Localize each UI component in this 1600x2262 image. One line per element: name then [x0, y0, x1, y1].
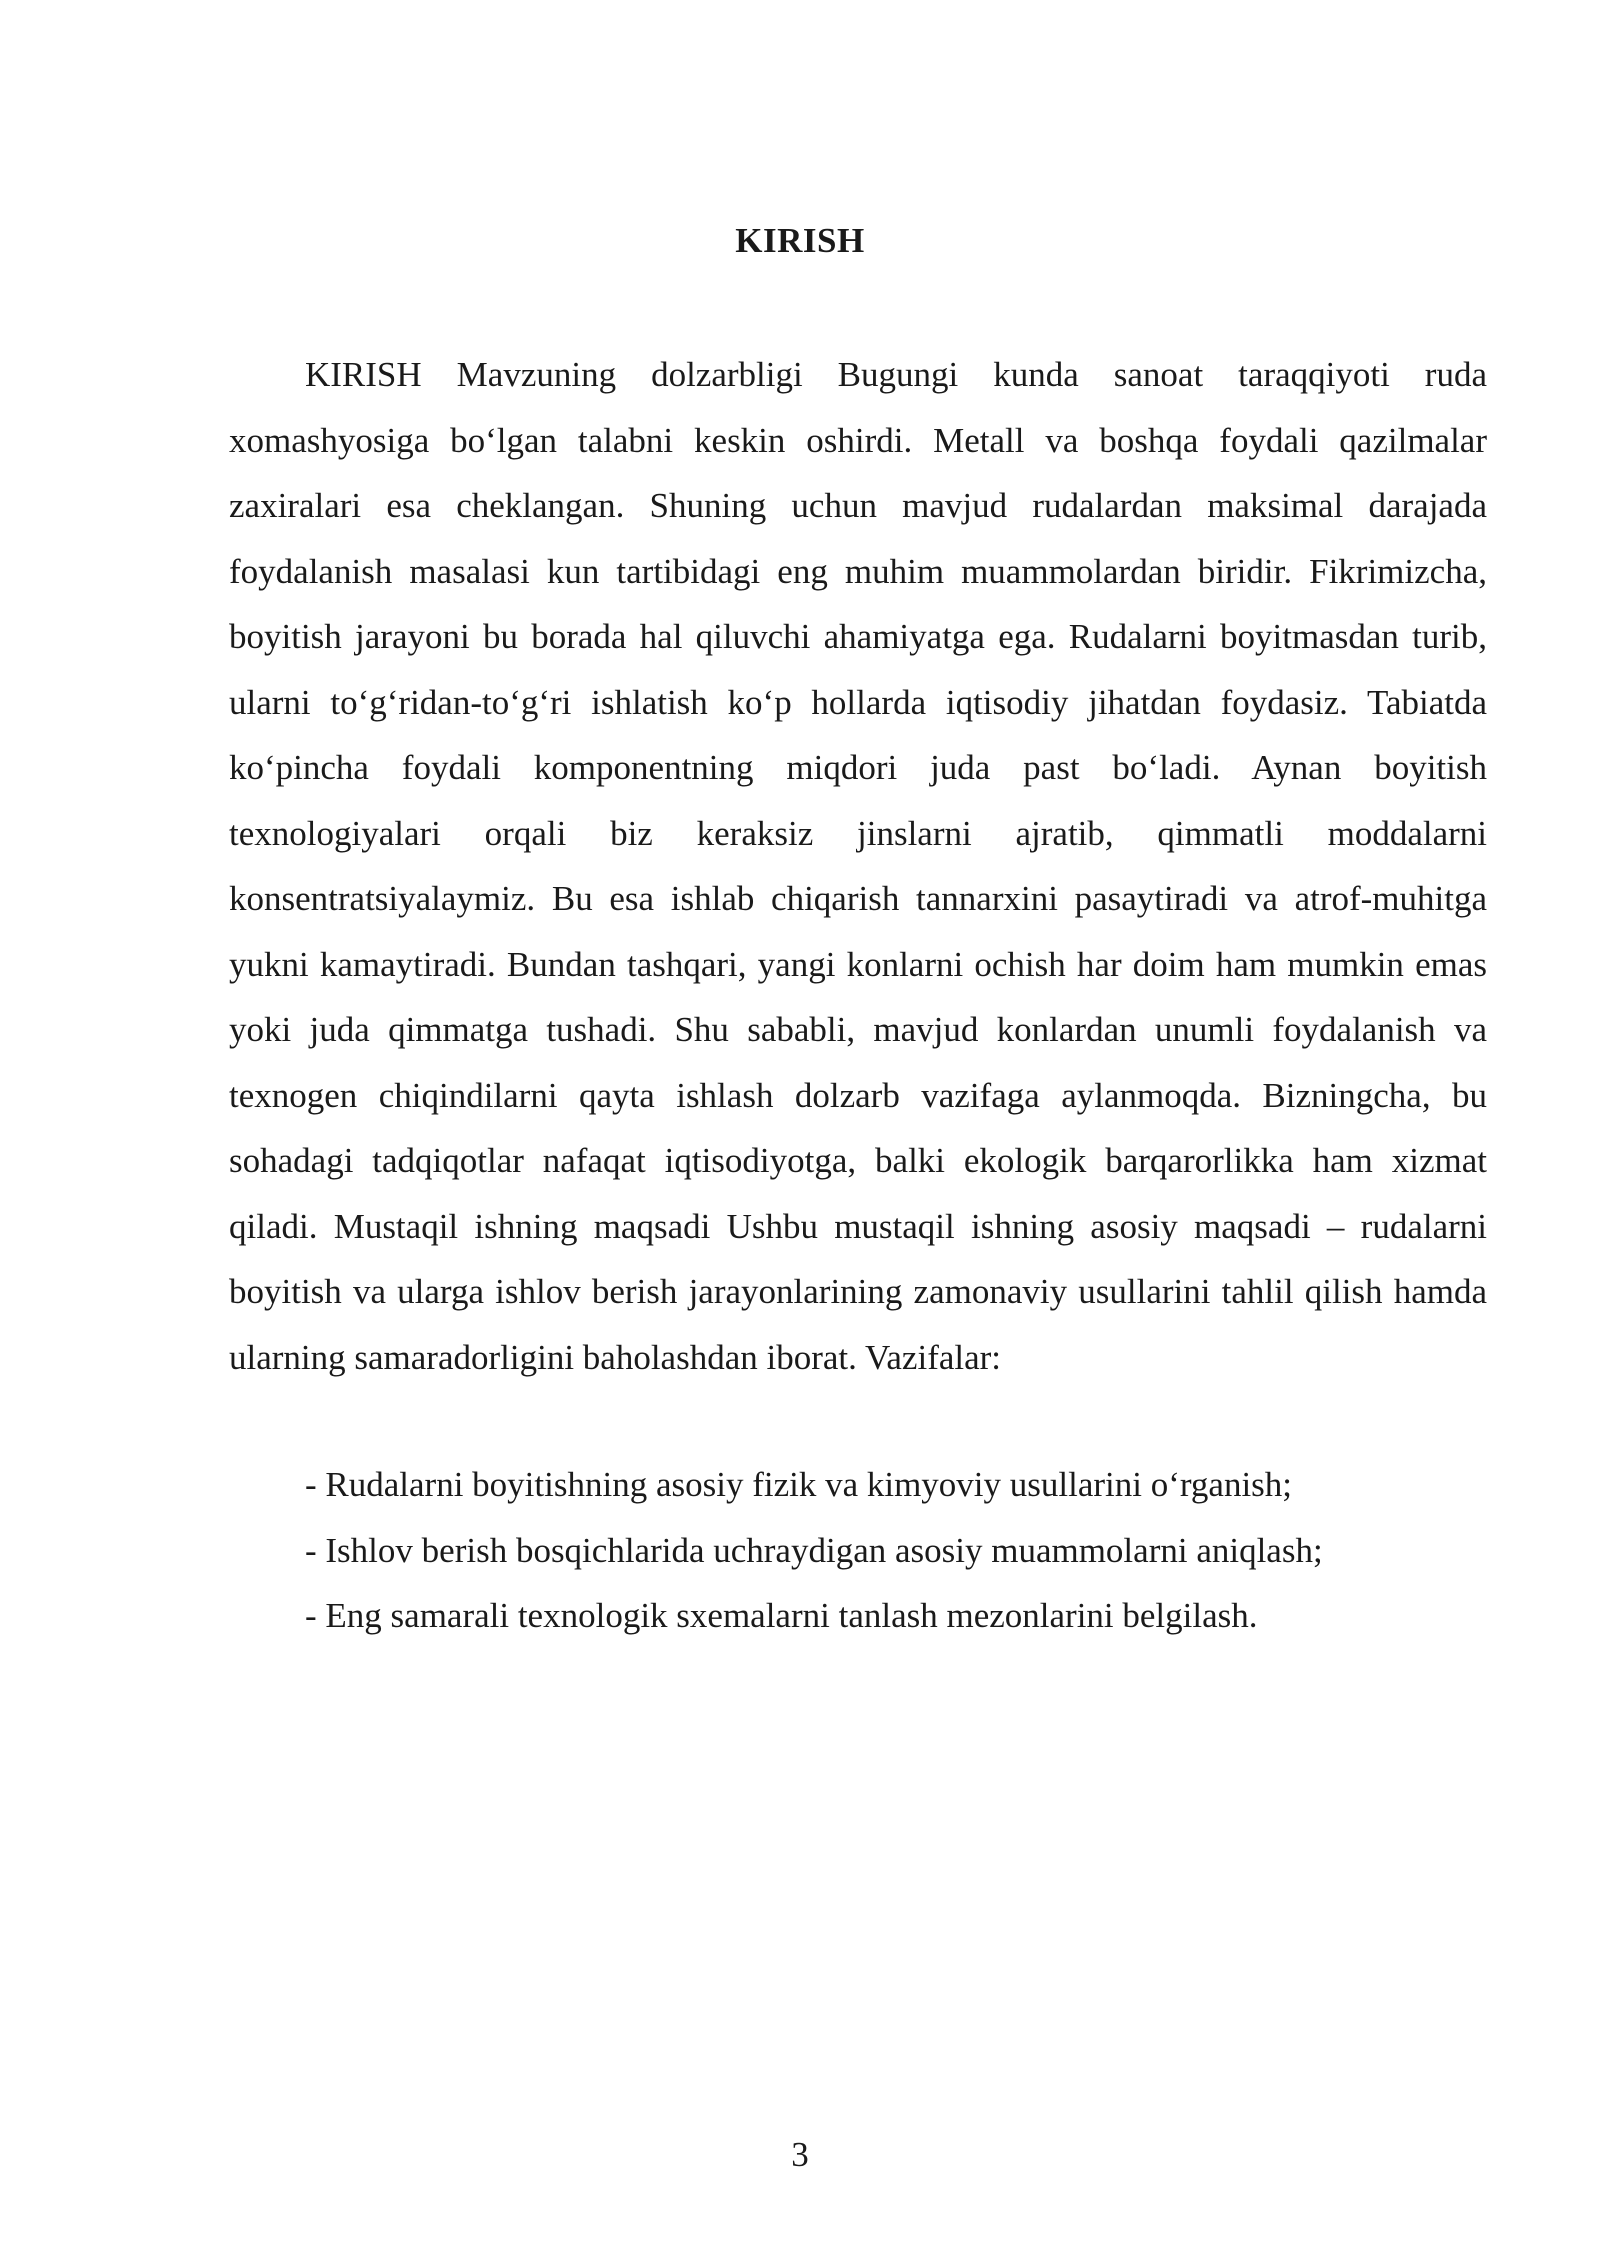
page-number: 3 — [791, 2135, 809, 2174]
list-item: - Rudalarni boyitishning asosiy fizik va kimyoviy usullarini o‘rganish; — [305, 1465, 1293, 1504]
body-paragraph: KIRISH Mavzuning dolzarbligi Bugungi kunda sanoat taraqqiyoti ruda xomashyosiga bo‘lgan talabni keskin oshirdi. Metall va boshqa foydali qazilmalar zaxiralari esa cheklangan. Shuning uchun mavjud rudalardan maksimal darajada foydalanish masalasi kun tartibidagi eng muhim muammolardan biridir. Fikrimizcha, boyitish jarayoni bu borada hal qiluvchi ahamiyatga ega. Rudalarni boyitmasdan turib, ularni to‘g‘ridan-to‘g‘ri ishlatish ko‘p hollarda iqtisodiy jihatdan foydasiz. Tabiatda ko‘pincha foydali komponentning miqdori juda past bo‘ladi. Aynan boyitish texnologiyalari orqali biz keraksiz jinslarni ajratib, qimmatli moddalarni konsentratsiyalaymiz. Bu esa ishlab chiqarish tannarxini pasaytiradi va atrof-muhitga yukni kamaytiradi. Bundan tashqari, yangi konlarni ochish har doim ham mumkin emas yoki juda qimmatga tushadi. Shu sababli, mavjud konlardan unumli foydalanish va texnogen chiqindilarni qayta ishlash dolzarb vazifaga aylanmoqda. Bizningcha, bu sohadagi tadqiqotlar nafaqat iqtisodiyotga, balki ekologik barqarorlikka ham xizmat qiladi. Mustaqil ishning maqsadi Ushbu mustaqil ishning asosiy maqsadi – rudalarni boyitish va ularga ishlov berish jarayonlarining zamonaviy usullarini tahlil qilish hamda ularning samaradorligini baholashdan iborat. Vazifalar: — [229, 355, 1487, 1377]
page-title: KIRISH — [735, 221, 865, 260]
list-item: - Ishlov berish bosqichlarida uchraydigan asosiy muammolarni aniqlash; — [305, 1530, 1323, 1570]
list-item: - Eng samarali texnologik sxemalarni tanlash mezonlarini belgilash. — [305, 1596, 1258, 1635]
task-list — [305, 1452, 1505, 1649]
